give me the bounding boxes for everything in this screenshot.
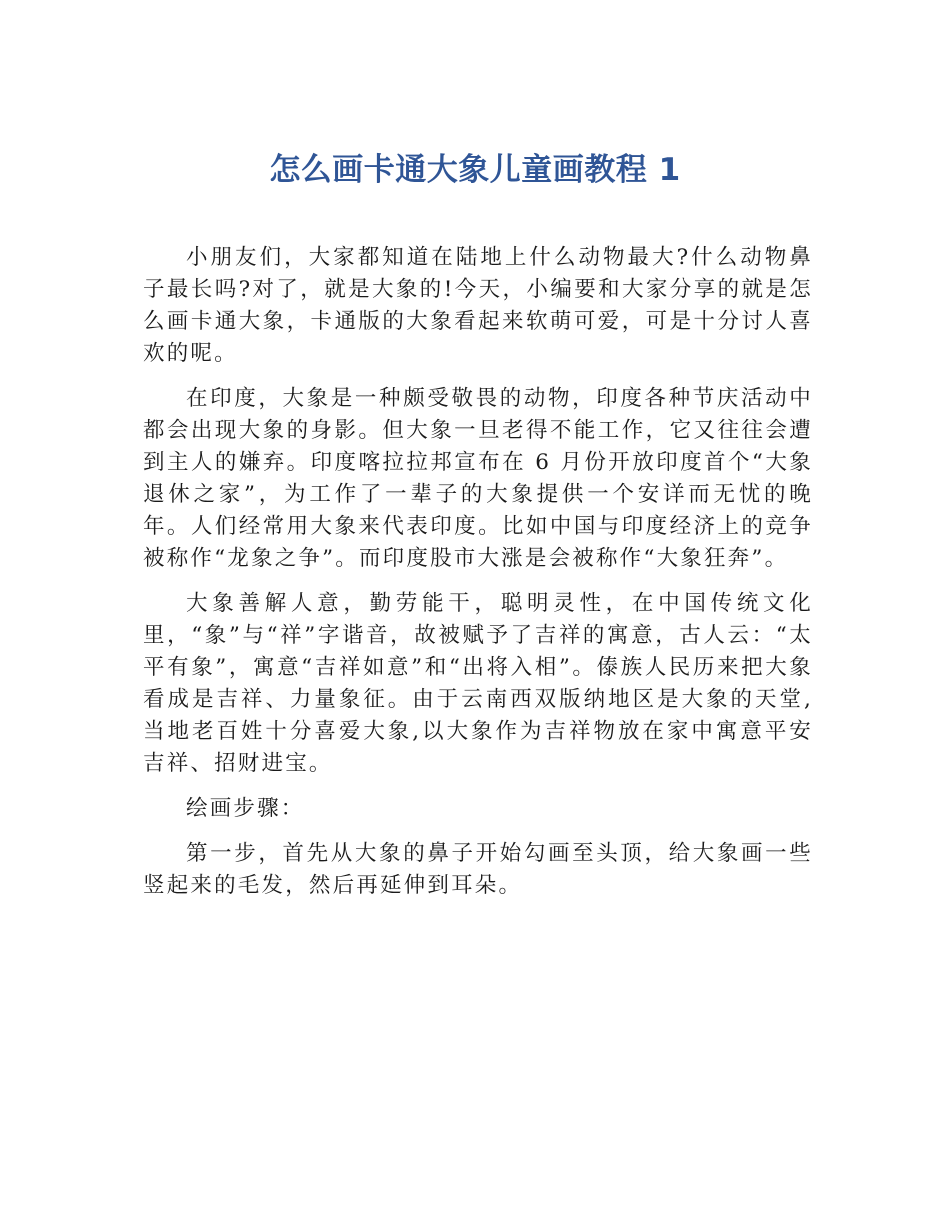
paragraph-steps-heading: 绘画步骤： <box>186 796 305 821</box>
paragraph-step-one: 第一步，首先从大象的鼻子开始勾画至头顶，给大象画一些竖起来的毛发，然后再延伸到耳朵。 <box>143 841 813 898</box>
paragraph-culture: 大象善解人意，勤劳能干，聪明灵性，在中国传统文化里，“象”与“祥”字谐音，故被赋予了吉祥的寓意，古人云：“太平有象”，寓意“吉祥如意”和“出将入相”。傣族人民历来把大象看成是吉祥、力量象征。由于云南西双版纳地区是大象的天堂,当地老百姓十分喜爱大象,以大象作为吉祥物放在家中寓意平安吉祥、招财进宝。 <box>143 591 813 776</box>
document-body <box>143 242 813 915</box>
paragraph-india: 在印度，大象是一种颇受敬畏的动物，印度各种节庆活动中都会出现大象的身影。但大象一旦老得不能工作，它又往往会遭到主人的嫌弃。印度喀拉拉邦宣布在 6 月份开放印度首个“大象退休之家”，为工作了一辈子的大象提供一个安详而无忧的晚年。人们经常用大象来代表印度。比如中国与印度经济上的竞争被称作“龙象之争”。而印度股市大涨是会被称作“大象狂奔”。 <box>143 386 813 571</box>
document-title: 怎么画卡通大象儿童画教程 1 <box>269 152 681 188</box>
paragraph-intro: 小朋友们，大家都知道在陆地上什么动物最大?什么动物鼻子最长吗?对了，就是大象的!今天，小编要和大家分享的就是怎么画卡通大象，卡通版的大象看起来软萌可爱，可是十分讨人喜欢的呢。 <box>143 245 813 366</box>
